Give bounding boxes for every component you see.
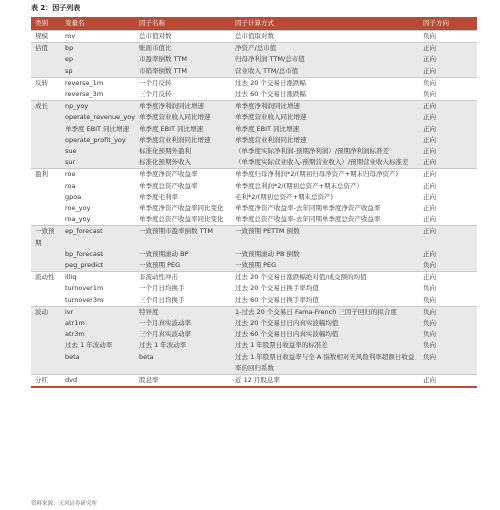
direction-cell: 负向 xyxy=(419,352,477,375)
calculation-cell: 单季度总利润*2/(期初总资产+期末总资产） xyxy=(231,181,419,192)
factor-name-cell: 过去 1 年波动率 xyxy=(135,340,231,351)
category-cell: 成长 xyxy=(31,101,61,113)
calculation-cell: 一致预期滚动 PB 倒数 xyxy=(231,249,419,260)
calculation-cell: 单季度总资产收益率-去年同期单季度总资产收益率 xyxy=(231,214,419,226)
factor-name-cell: 账面市值比 xyxy=(135,43,231,55)
factor-name-cell: 三个月日均换手 xyxy=(135,295,231,307)
category-cell: 规模 xyxy=(31,31,61,43)
table-row xyxy=(31,375,477,388)
table-row xyxy=(31,124,477,135)
category-cell xyxy=(31,283,61,294)
calculation-cell: 过去 20 个交易日涨跌幅绝对值/成交额的均值 xyxy=(231,272,419,284)
category-cell xyxy=(31,157,61,169)
header-factor-name: 因子名称 xyxy=(135,17,231,31)
variable-cell: sue xyxy=(61,146,135,157)
calculation-cell: 过去 20 个交易日涨跌幅 xyxy=(231,77,419,89)
direction-cell: 正向 xyxy=(419,157,477,169)
calculation-cell: 单季度 EBIT 同比增速 xyxy=(231,124,419,135)
factor-name-cell: 特异度 xyxy=(135,306,231,318)
table-row xyxy=(31,135,477,146)
table-row xyxy=(31,214,477,226)
table-row xyxy=(31,169,477,181)
table-row xyxy=(31,54,477,65)
factor-table xyxy=(31,17,477,388)
calculation-cell: 过去 1 年股票日收益率的标准差 xyxy=(231,340,419,351)
calculation-cell: 近 12 月股息率 xyxy=(231,375,419,388)
variable-cell: 单季度 EBIT 同比增速 xyxy=(61,124,135,135)
direction-cell: 正向 xyxy=(419,181,477,192)
category-cell xyxy=(31,192,61,203)
variable-cell: operate_revenue_yoy xyxy=(61,112,135,123)
calculation-cell: 单季度营业利润同比增速 xyxy=(231,135,419,146)
factor-name-cell: 标准化预期外盈利 xyxy=(135,146,231,157)
table-row xyxy=(31,329,477,340)
calculation-cell: 毛利*2/(期初总资产+期末总资产) xyxy=(231,192,419,203)
direction-cell: 正向 xyxy=(419,203,477,214)
calculation-cell: 过去 60 个交易日日内真实波幅均值 xyxy=(231,329,419,340)
factor-name-cell: 单季度 EBIT 同比增速 xyxy=(135,124,231,135)
factor-name-cell: 单季度营业利润同比增速 xyxy=(135,135,231,146)
calculation-cell: 单季度营业收入同比增速 xyxy=(231,112,419,123)
category-cell: 一致预期 xyxy=(31,226,61,249)
table-row xyxy=(31,295,477,307)
category-cell xyxy=(31,214,61,226)
category-cell xyxy=(31,203,61,214)
factor-name-cell: 单季度净资产收益率 xyxy=(135,169,231,181)
variable-cell: bp_forecast xyxy=(61,249,135,260)
table-row xyxy=(31,203,477,214)
table-row xyxy=(31,306,477,318)
category-cell: 流动性 xyxy=(31,272,61,284)
table-row xyxy=(31,226,477,249)
category-cell xyxy=(31,318,61,329)
calculation-cell: 一致预期 PEG xyxy=(231,260,419,272)
factor-name-cell: 一个月反转 xyxy=(135,77,231,89)
variable-cell: roa xyxy=(61,181,135,192)
calculation-cell: 净资产/总市值 xyxy=(231,43,419,55)
table-row xyxy=(31,181,477,192)
factor-name-cell: 市销率倒数 TTM xyxy=(135,66,231,78)
factor-name-cell: 三个月反转 xyxy=(135,89,231,101)
direction-cell: 正向 xyxy=(419,192,477,203)
factor-name-cell: 单季度总资产收益率同比变化 xyxy=(135,214,231,226)
direction-cell: 负向 xyxy=(419,329,477,340)
header-direction: 因子方向 xyxy=(419,17,477,31)
calculation-cell: 单季度归母净利润*2/(期初归母净资产+期末归母净资产) xyxy=(231,169,419,181)
table-row xyxy=(31,77,477,89)
table-caption: 表 2：因子列表 xyxy=(31,4,81,12)
direction-cell: 负向 xyxy=(419,31,477,43)
table-row xyxy=(31,272,477,284)
header-category: 类别 xyxy=(31,17,61,31)
factor-name-cell: 总市值对数 xyxy=(135,31,231,43)
calculation-cell: 一致预期 PETTM 倒数 xyxy=(231,226,419,249)
table-row xyxy=(31,43,477,55)
direction-cell: 负向 xyxy=(419,318,477,329)
table-row xyxy=(31,260,477,272)
factor-name-cell: 一个月真实波动率 xyxy=(135,318,231,329)
category-cell xyxy=(31,260,61,272)
table-row xyxy=(31,66,477,78)
header-variable: 变量名 xyxy=(61,17,135,31)
variable-cell: sur xyxy=(61,157,135,169)
category-cell: 反转 xyxy=(31,77,61,89)
variable-cell: operate_profit_yoy xyxy=(61,135,135,146)
table-row xyxy=(31,112,477,123)
factor-name-cell: 单季度净资产收益率同比变化 xyxy=(135,203,231,214)
variable-cell: roe xyxy=(61,169,135,181)
table-row xyxy=(31,31,477,43)
calculation-cell: 过去 20 个交易日换手率均值 xyxy=(231,283,419,294)
factor-name-cell: 标准化预期外收入 xyxy=(135,157,231,169)
direction-cell: 正向 xyxy=(419,226,477,249)
factor-name-cell: 单季度营业收入同比增速 xyxy=(135,112,231,123)
variable-cell: gpoa xyxy=(61,192,135,203)
category-cell xyxy=(31,135,61,146)
variable-cell: turnover1m xyxy=(61,283,135,294)
table-row xyxy=(31,340,477,351)
table-row xyxy=(31,283,477,294)
calculation-cell: 单季度净利润同比增速 xyxy=(231,101,419,113)
variable-cell: dvd xyxy=(61,375,135,388)
variable-cell: turnover3m xyxy=(61,295,135,307)
variable-cell: bp xyxy=(61,43,135,55)
factor-name-cell: 市盈率倒数 TTM xyxy=(135,54,231,65)
direction-cell: 负向 xyxy=(419,89,477,101)
direction-cell: 负向 xyxy=(419,295,477,307)
category-cell xyxy=(31,181,61,192)
variable-cell: roa_yoy xyxy=(61,214,135,226)
table-row xyxy=(31,318,477,329)
direction-cell: 负向 xyxy=(419,340,477,351)
factor-name-cell: beta xyxy=(135,352,231,375)
category-cell xyxy=(31,89,61,101)
category-cell xyxy=(31,112,61,123)
category-cell: 波动 xyxy=(31,306,61,318)
category-cell xyxy=(31,66,61,78)
direction-cell: 负向 xyxy=(419,77,477,89)
table-header-row xyxy=(31,17,477,31)
factor-name-cell: 一致预期市盈率倒数 TTM xyxy=(135,226,231,249)
variable-cell: reverse_3m xyxy=(61,89,135,101)
table-row xyxy=(31,157,477,169)
direction-cell: 正向 xyxy=(419,272,477,284)
variable-cell: atr1m xyxy=(61,318,135,329)
factor-name-cell: 非流动性冲击 xyxy=(135,272,231,284)
calculation-cell: 归母净利润 TTM/总市值 xyxy=(231,54,419,65)
factor-name-cell: 单季度净利润同比增速 xyxy=(135,101,231,113)
category-cell xyxy=(31,295,61,307)
factor-name-cell: 单季度总资产收益率 xyxy=(135,181,231,192)
direction-cell: 负向 xyxy=(419,283,477,294)
direction-cell: 正向 xyxy=(419,124,477,135)
variable-cell: 过去 1 年波动率 xyxy=(61,340,135,351)
variable-cell: beta xyxy=(61,352,135,375)
table-row xyxy=(31,146,477,157)
variable-cell: illiq xyxy=(61,272,135,284)
category-cell xyxy=(31,249,61,260)
variable-cell: reverse_1m xyxy=(61,77,135,89)
variable-cell: np_yoy xyxy=(61,101,135,113)
table-row xyxy=(31,101,477,113)
direction-cell: 正向 xyxy=(419,146,477,157)
direction-cell: 负向 xyxy=(419,306,477,318)
factor-name-cell: 一致预期 PEG xyxy=(135,260,231,272)
direction-cell: 正向 xyxy=(419,135,477,146)
variable-cell: sp xyxy=(61,66,135,78)
variable-cell: ep_forecast xyxy=(61,226,135,249)
calculation-cell: 总市值取对数 xyxy=(231,31,419,43)
direction-cell: 正向 xyxy=(419,43,477,55)
factor-name-cell: 三个月真实波动率 xyxy=(135,329,231,340)
category-cell xyxy=(31,340,61,351)
direction-cell: 负向 xyxy=(419,260,477,272)
calculation-cell: 过去 1 年股票日收益率与全 A 指数相对无风险利率超额日收益率的回归系数 xyxy=(231,352,419,375)
header-calculation: 因子计算方式 xyxy=(231,17,419,31)
calculation-cell: （单季度实际净利润-预期净利润）/预期净利润标准差 xyxy=(231,146,419,157)
variable-cell: mv xyxy=(61,31,135,43)
table-row xyxy=(31,192,477,203)
category-cell xyxy=(31,352,61,375)
calculation-cell: 过去 60 个交易日涨跌幅 xyxy=(231,89,419,101)
direction-cell: 正向 xyxy=(419,214,477,226)
variable-cell: ep xyxy=(61,54,135,65)
category-cell xyxy=(31,54,61,65)
factor-name-cell: 单季度毛利率 xyxy=(135,192,231,203)
calculation-cell: （单季度实际营业收入-预期营业收入）/预期营业收入标准差 xyxy=(231,157,419,169)
direction-cell: 正向 xyxy=(419,375,477,388)
calculation-cell: 营业收入 TTM/总市值 xyxy=(231,66,419,78)
variable-cell: atr3m xyxy=(61,329,135,340)
category-cell: 分红 xyxy=(31,375,61,388)
factor-name-cell: 一个月日均换手 xyxy=(135,283,231,294)
calculation-cell: 过去 60 个交易日换手率均值 xyxy=(231,295,419,307)
factor-name-cell: 一致预期滚动 BP xyxy=(135,249,231,260)
category-cell xyxy=(31,146,61,157)
source-note: 资料来源：天风证券研究所 xyxy=(31,501,98,507)
variable-cell: peg_predict xyxy=(61,260,135,272)
calculation-cell: 单季度净资产收益率-去年同期单季度净资产收益率 xyxy=(231,203,419,214)
variable-cell: roe_yoy xyxy=(61,203,135,214)
calculation-cell: 1-过去 20 个交易日 Fama-French 三因子回归的拟合度 xyxy=(231,306,419,318)
table-row xyxy=(31,249,477,260)
category-cell xyxy=(31,329,61,340)
category-cell: 盈利 xyxy=(31,169,61,181)
direction-cell: 正向 xyxy=(419,169,477,181)
category-cell xyxy=(31,124,61,135)
category-cell: 估值 xyxy=(31,43,61,55)
variable-cell: ivr xyxy=(61,306,135,318)
factor-name-cell: 股息率 xyxy=(135,375,231,388)
table-row xyxy=(31,89,477,101)
table-row xyxy=(31,352,477,375)
table-body xyxy=(31,31,477,388)
direction-cell: 正向 xyxy=(419,101,477,113)
direction-cell: 正向 xyxy=(419,249,477,260)
direction-cell: 正向 xyxy=(419,112,477,123)
direction-cell: 正向 xyxy=(419,54,477,65)
direction-cell: 正向 xyxy=(419,66,477,78)
calculation-cell: 过去 20 个交易日日内真实波幅均值 xyxy=(231,318,419,329)
